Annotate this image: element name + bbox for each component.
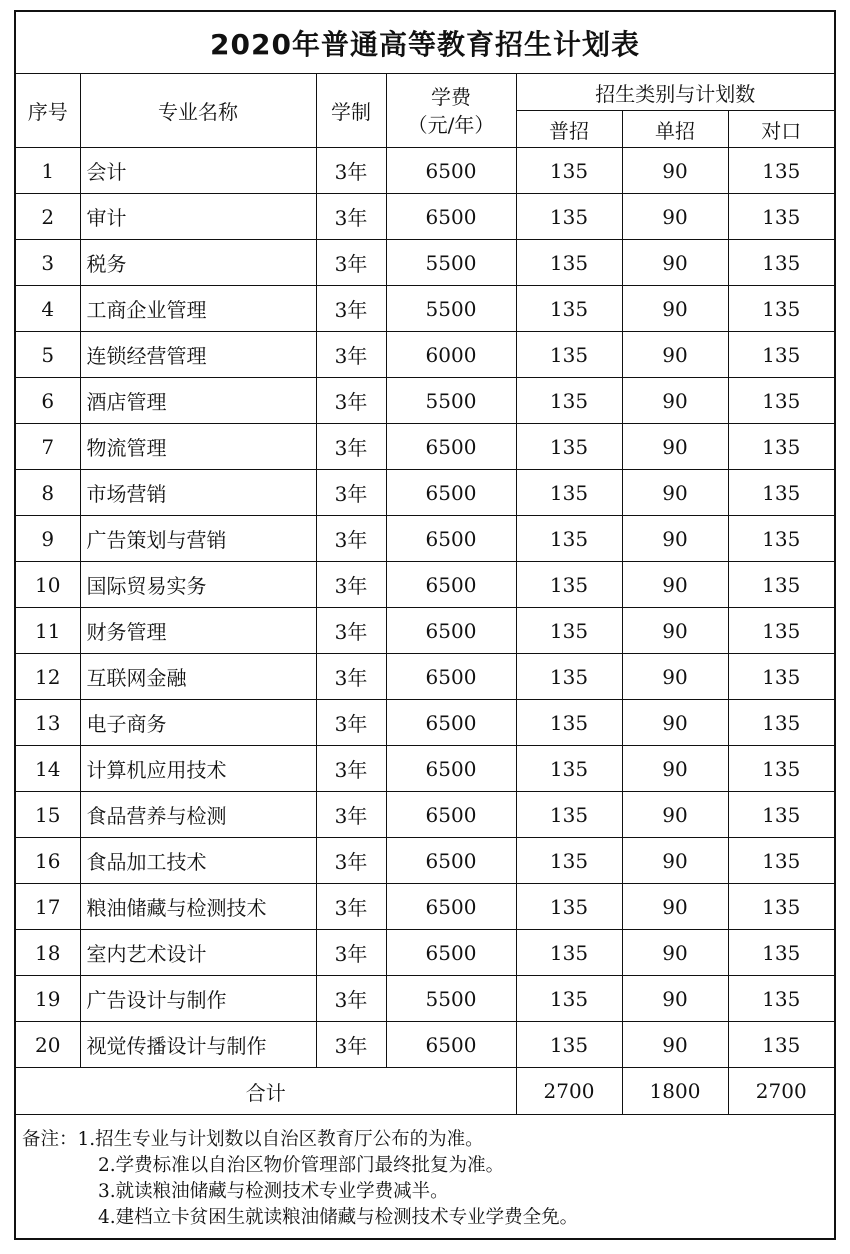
header-putong: 普招 — [516, 111, 622, 148]
notes-prefix: 备注： — [22, 1129, 78, 1150]
cell-major: 工商企业管理 — [80, 286, 316, 332]
cell-duration: 3年 — [316, 746, 386, 792]
enrollment-plan-sheet — [14, 10, 836, 1240]
cell-duration: 3年 — [316, 286, 386, 332]
note-line-4 — [16, 1205, 834, 1231]
cell-duration: 3年 — [316, 332, 386, 378]
total-danzhao: 1800 — [622, 1068, 728, 1115]
cell-duration: 3年 — [316, 562, 386, 608]
cell-danzhao: 90 — [622, 930, 728, 976]
table-row — [16, 746, 834, 792]
cell-danzhao: 90 — [622, 286, 728, 332]
cell-index: 18 — [16, 930, 80, 976]
cell-major: 酒店管理 — [80, 378, 316, 424]
cell-duration: 3年 — [316, 930, 386, 976]
cell-major: 食品加工技术 — [80, 838, 316, 884]
cell-major: 审计 — [80, 194, 316, 240]
cell-major: 食品营养与检测 — [80, 792, 316, 838]
header-danzhao: 单招 — [622, 111, 728, 148]
cell-index: 7 — [16, 424, 80, 470]
cell-major: 会计 — [80, 148, 316, 194]
cell-putong: 135 — [516, 654, 622, 700]
cell-major: 物流管理 — [80, 424, 316, 470]
cell-major: 市场营销 — [80, 470, 316, 516]
cell-major: 互联网金融 — [80, 654, 316, 700]
cell-putong: 135 — [516, 240, 622, 286]
cell-fee: 5500 — [386, 286, 516, 332]
cell-index: 10 — [16, 562, 80, 608]
cell-major: 电子商务 — [80, 700, 316, 746]
cell-putong: 135 — [516, 792, 622, 838]
cell-duration: 3年 — [316, 424, 386, 470]
cell-index: 14 — [16, 746, 80, 792]
cell-duration: 3年 — [316, 838, 386, 884]
cell-duikou: 135 — [728, 240, 834, 286]
cell-duikou: 135 — [728, 516, 834, 562]
cell-duration: 3年 — [316, 240, 386, 286]
cell-danzhao: 90 — [622, 424, 728, 470]
cell-index: 12 — [16, 654, 80, 700]
notes-section — [16, 1127, 834, 1231]
cell-putong: 135 — [516, 700, 622, 746]
cell-fee: 5500 — [386, 378, 516, 424]
cell-danzhao: 90 — [622, 148, 728, 194]
cell-index: 13 — [16, 700, 80, 746]
cell-major: 视觉传播设计与制作 — [80, 1022, 316, 1068]
cell-fee: 6500 — [386, 148, 516, 194]
table-row — [16, 378, 834, 424]
cell-duikou: 135 — [728, 608, 834, 654]
table-row — [16, 1022, 834, 1068]
table-row — [16, 930, 834, 976]
cell-duration: 3年 — [316, 654, 386, 700]
cell-danzhao: 90 — [622, 976, 728, 1022]
cell-major: 连锁经营管理 — [80, 332, 316, 378]
cell-index: 2 — [16, 194, 80, 240]
table-row — [16, 470, 834, 516]
cell-duikou: 135 — [728, 976, 834, 1022]
table-row — [16, 562, 834, 608]
cell-index: 11 — [16, 608, 80, 654]
cell-danzhao: 90 — [622, 1022, 728, 1068]
cell-fee: 6500 — [386, 792, 516, 838]
cell-major: 广告设计与制作 — [80, 976, 316, 1022]
table-row — [16, 654, 834, 700]
header-fee-line2: （元/年） — [407, 112, 495, 137]
table-row — [16, 838, 834, 884]
cell-index: 20 — [16, 1022, 80, 1068]
cell-putong: 135 — [516, 930, 622, 976]
cell-index: 19 — [16, 976, 80, 1022]
cell-putong: 135 — [516, 516, 622, 562]
cell-danzhao: 90 — [622, 562, 728, 608]
header-plan-group: 招生类别与计划数 — [516, 74, 834, 111]
cell-putong: 135 — [516, 746, 622, 792]
cell-duration: 3年 — [316, 516, 386, 562]
page-title: 2020年普通高等教育招生计划表 — [16, 12, 834, 74]
cell-fee: 6500 — [386, 608, 516, 654]
cell-duikou: 135 — [728, 1022, 834, 1068]
cell-danzhao: 90 — [622, 746, 728, 792]
cell-danzhao: 90 — [622, 240, 728, 286]
cell-fee: 6500 — [386, 1022, 516, 1068]
cell-major: 国际贸易实务 — [80, 562, 316, 608]
cell-index: 4 — [16, 286, 80, 332]
cell-danzhao: 90 — [622, 194, 728, 240]
total-putong: 2700 — [516, 1068, 622, 1115]
table-row — [16, 608, 834, 654]
cell-major: 计算机应用技术 — [80, 746, 316, 792]
header-major: 专业名称 — [80, 74, 316, 148]
cell-duikou: 135 — [728, 332, 834, 378]
header-index: 序号 — [16, 74, 80, 148]
cell-putong: 135 — [516, 332, 622, 378]
cell-duration: 3年 — [316, 470, 386, 516]
cell-index: 17 — [16, 884, 80, 930]
cell-duration: 3年 — [316, 1022, 386, 1068]
table-row — [16, 792, 834, 838]
cell-putong: 135 — [516, 608, 622, 654]
cell-index: 6 — [16, 378, 80, 424]
cell-duration: 3年 — [316, 378, 386, 424]
cell-putong: 135 — [516, 424, 622, 470]
cell-fee: 6500 — [386, 470, 516, 516]
cell-fee: 6500 — [386, 930, 516, 976]
header-duration: 学制 — [316, 74, 386, 148]
table-row — [16, 194, 834, 240]
table-row — [16, 240, 834, 286]
cell-danzhao: 90 — [622, 332, 728, 378]
note-line-3 — [16, 1179, 834, 1205]
cell-putong: 135 — [516, 1022, 622, 1068]
cell-duikou: 135 — [728, 470, 834, 516]
cell-index: 15 — [16, 792, 80, 838]
cell-putong: 135 — [516, 470, 622, 516]
cell-danzhao: 90 — [622, 516, 728, 562]
cell-fee: 6500 — [386, 194, 516, 240]
total-label: 合计 — [16, 1068, 516, 1115]
cell-fee: 6500 — [386, 424, 516, 470]
cell-putong: 135 — [516, 286, 622, 332]
cell-duikou: 135 — [728, 884, 834, 930]
cell-index: 8 — [16, 470, 80, 516]
total-duikou: 2700 — [728, 1068, 834, 1115]
cell-duikou: 135 — [728, 838, 834, 884]
total-row — [16, 1068, 834, 1115]
header-duikou: 对口 — [728, 111, 834, 148]
cell-major: 税务 — [80, 240, 316, 286]
cell-duration: 3年 — [316, 976, 386, 1022]
cell-danzhao: 90 — [622, 884, 728, 930]
note-item: 2.学费标准以自治区物价管理部门最终批复为准。 — [98, 1155, 505, 1176]
cell-fee: 6500 — [386, 746, 516, 792]
cell-index: 1 — [16, 148, 80, 194]
cell-fee: 5500 — [386, 976, 516, 1022]
cell-fee: 6500 — [386, 562, 516, 608]
header-fee-line1: 学费 — [431, 84, 471, 109]
table-row — [16, 884, 834, 930]
note-item: 4.建档立卡贫困生就读粮油储藏与检测技术专业学费全免。 — [98, 1207, 579, 1228]
cell-index: 5 — [16, 332, 80, 378]
note-line-1 — [16, 1127, 834, 1153]
table-row — [16, 516, 834, 562]
enrollment-plan-table — [16, 74, 834, 1115]
table-row — [16, 286, 834, 332]
cell-duikou: 135 — [728, 562, 834, 608]
header-fee — [386, 74, 516, 148]
cell-danzhao: 90 — [622, 654, 728, 700]
cell-danzhao: 90 — [622, 470, 728, 516]
cell-putong: 135 — [516, 562, 622, 608]
cell-duration: 3年 — [316, 792, 386, 838]
cell-danzhao: 90 — [622, 378, 728, 424]
cell-fee: 5500 — [386, 240, 516, 286]
cell-duikou: 135 — [728, 654, 834, 700]
cell-duration: 3年 — [316, 700, 386, 746]
cell-duikou: 135 — [728, 286, 834, 332]
cell-major: 广告策划与营销 — [80, 516, 316, 562]
cell-duikou: 135 — [728, 378, 834, 424]
cell-duration: 3年 — [316, 884, 386, 930]
cell-putong: 135 — [516, 148, 622, 194]
table-row — [16, 424, 834, 470]
cell-duikou: 135 — [728, 746, 834, 792]
table-row — [16, 332, 834, 378]
cell-fee: 6500 — [386, 654, 516, 700]
cell-danzhao: 90 — [622, 608, 728, 654]
cell-fee: 6500 — [386, 516, 516, 562]
cell-fee: 6500 — [386, 884, 516, 930]
cell-putong: 135 — [516, 194, 622, 240]
cell-duikou: 135 — [728, 930, 834, 976]
note-item: 3.就读粮油储藏与检测技术专业学费减半。 — [98, 1181, 449, 1202]
cell-putong: 135 — [516, 378, 622, 424]
cell-duration: 3年 — [316, 194, 386, 240]
cell-fee: 6500 — [386, 700, 516, 746]
note-item: 1.招生专业与计划数以自治区教育厅公布的为准。 — [77, 1129, 484, 1150]
note-line-2 — [16, 1153, 834, 1179]
cell-index: 9 — [16, 516, 80, 562]
cell-major: 粮油储藏与检测技术 — [80, 884, 316, 930]
cell-index: 3 — [16, 240, 80, 286]
header-row-1 — [16, 74, 834, 111]
table-row — [16, 148, 834, 194]
cell-putong: 135 — [516, 838, 622, 884]
cell-putong: 135 — [516, 884, 622, 930]
cell-duikou: 135 — [728, 148, 834, 194]
cell-danzhao: 90 — [622, 792, 728, 838]
cell-fee: 6500 — [386, 838, 516, 884]
cell-duikou: 135 — [728, 194, 834, 240]
cell-duikou: 135 — [728, 424, 834, 470]
cell-danzhao: 90 — [622, 838, 728, 884]
cell-major: 室内艺术设计 — [80, 930, 316, 976]
table-row — [16, 700, 834, 746]
cell-fee: 6000 — [386, 332, 516, 378]
cell-index: 16 — [16, 838, 80, 884]
cell-duikou: 135 — [728, 700, 834, 746]
cell-duration: 3年 — [316, 148, 386, 194]
cell-duration: 3年 — [316, 608, 386, 654]
cell-putong: 135 — [516, 976, 622, 1022]
table-row — [16, 976, 834, 1022]
cell-danzhao: 90 — [622, 700, 728, 746]
cell-major: 财务管理 — [80, 608, 316, 654]
cell-duikou: 135 — [728, 792, 834, 838]
